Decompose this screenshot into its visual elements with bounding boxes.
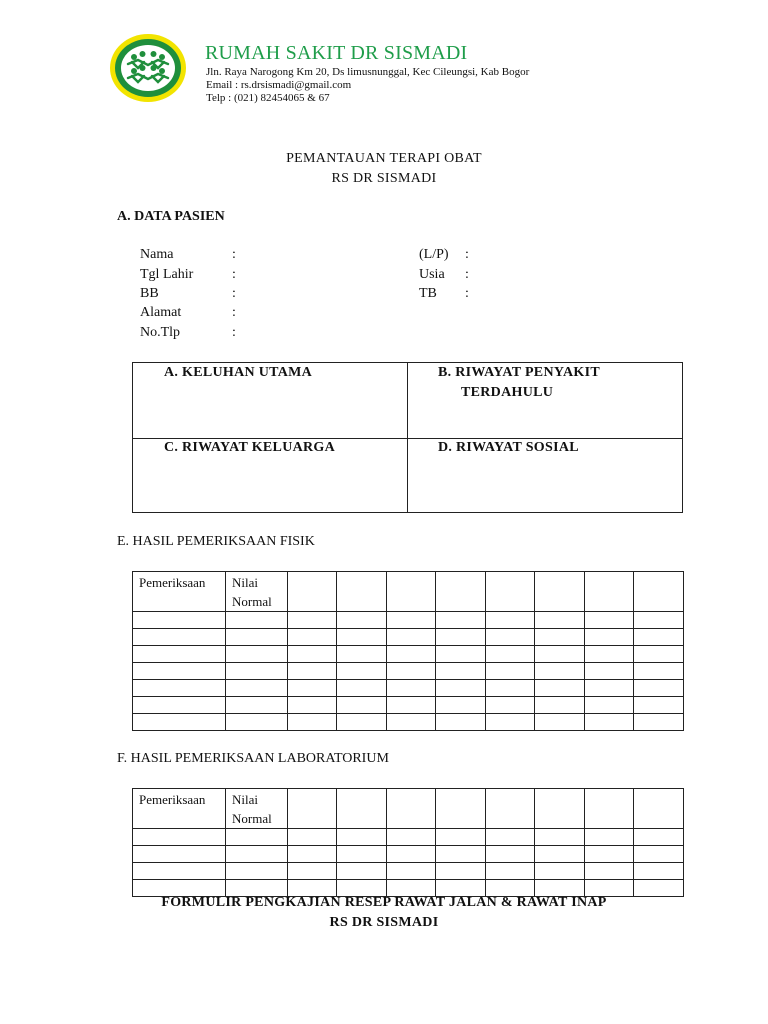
header-cell-pemeriksaan — [133, 572, 226, 612]
table-cell[interactable] — [486, 697, 535, 714]
table-row — [133, 629, 684, 646]
field-sep: : — [232, 305, 236, 320]
document-title: PEMANTAUAN TERAPI OBAT — [286, 151, 482, 166]
table-cell[interactable] — [288, 829, 337, 846]
table-cell[interactable] — [387, 680, 436, 697]
table-cell[interactable] — [337, 646, 387, 663]
table-cell[interactable] — [337, 697, 387, 714]
table-cell[interactable] — [436, 629, 486, 646]
table-cell[interactable] — [337, 846, 387, 863]
table-cell[interactable] — [133, 829, 226, 846]
table-cell[interactable] — [288, 663, 337, 680]
table-row — [133, 863, 684, 880]
table-cell[interactable] — [436, 572, 486, 612]
table-cell[interactable] — [585, 863, 634, 880]
table-cell[interactable] — [387, 612, 436, 629]
table-cell[interactable] — [486, 789, 535, 829]
lab-exam-table — [132, 788, 684, 897]
table-cell[interactable] — [585, 697, 634, 714]
table-cell[interactable] — [133, 629, 226, 646]
table-cell[interactable] — [133, 663, 226, 680]
table-cell[interactable] — [535, 846, 585, 863]
table-row — [133, 697, 684, 714]
table-cell[interactable] — [387, 572, 436, 612]
table-cell[interactable] — [133, 680, 226, 697]
field-sep: : — [232, 267, 236, 282]
table-row — [133, 829, 684, 846]
table-cell[interactable] — [436, 663, 486, 680]
table-cell[interactable] — [133, 863, 226, 880]
table-cell[interactable] — [387, 629, 436, 646]
form-title: FORMULIR PENGKAJIAN RESEP RAWAT JALAN & RAWAT INAP — [161, 895, 607, 910]
document-subtitle: RS DR SISMADI — [331, 171, 437, 186]
table-cell[interactable] — [535, 714, 585, 731]
table-cell[interactable] — [535, 612, 585, 629]
header-cell-nilai-normal — [226, 789, 288, 829]
table-cell[interactable] — [387, 646, 436, 663]
riwayat-keluarga-label: C. RIWAYAT KELUARGA — [164, 440, 336, 455]
physical-exam-table — [132, 571, 684, 731]
table-cell[interactable] — [288, 846, 337, 863]
table-cell[interactable] — [387, 880, 436, 897]
table-cell[interactable] — [486, 863, 535, 880]
table-cell[interactable] — [436, 697, 486, 714]
table-cell[interactable] — [226, 714, 288, 731]
table-cell[interactable] — [337, 612, 387, 629]
field-label-alamat: Alamat — [140, 305, 182, 320]
table-cell[interactable] — [585, 680, 634, 697]
table-cell[interactable] — [288, 629, 337, 646]
table-cell[interactable] — [634, 880, 684, 897]
field-label-tgl-lahir: Tgl Lahir — [140, 267, 194, 282]
table-cell[interactable] — [337, 663, 387, 680]
header-text: Nilai — [232, 575, 258, 590]
table-cell[interactable] — [226, 829, 288, 846]
table-cell[interactable] — [535, 646, 585, 663]
table-cell[interactable] — [486, 646, 535, 663]
table-cell[interactable] — [337, 789, 387, 829]
table-cell[interactable] — [288, 714, 337, 731]
table-cell[interactable] — [387, 663, 436, 680]
header-cell-pemeriksaan — [133, 789, 226, 829]
field-sep: : — [465, 267, 469, 282]
table-cell[interactable] — [288, 789, 337, 829]
table-cell[interactable] — [486, 846, 535, 863]
table-cell[interactable] — [585, 789, 634, 829]
table-cell[interactable] — [226, 646, 288, 663]
table-cell[interactable] — [634, 846, 684, 863]
table-cell[interactable] — [585, 663, 634, 680]
table-cell[interactable] — [535, 629, 585, 646]
table-cell[interactable] — [634, 863, 684, 880]
table-cell[interactable] — [585, 846, 634, 863]
table-cell[interactable] — [387, 789, 436, 829]
table-cell[interactable] — [436, 612, 486, 629]
table-cell[interactable] — [486, 714, 535, 731]
table-cell[interactable] — [337, 880, 387, 897]
table-cell[interactable] — [337, 829, 387, 846]
table-cell[interactable] — [337, 572, 387, 612]
table-cell[interactable] — [226, 612, 288, 629]
table-cell[interactable] — [535, 789, 585, 829]
table-cell[interactable] — [486, 663, 535, 680]
section-f-heading: F. HASIL PEMERIKSAAN LABORATORIUM — [117, 751, 389, 766]
table-cell[interactable] — [226, 846, 288, 863]
table-cell[interactable] — [585, 880, 634, 897]
table-cell[interactable] — [535, 829, 585, 846]
riwayat-penyakit-label: B. RIWAYAT PENYAKIT — [438, 365, 600, 380]
hospital-address: Jln. Raya Narogong Km 20, Ds limusnunggal, Kec Cileungsi, Kab Bogor — [206, 66, 530, 78]
form-subtitle: RS DR SISMADI — [329, 915, 439, 930]
table-cell[interactable] — [226, 629, 288, 646]
hospital-email: Email : rs.drsismadi@gmail.com — [206, 79, 352, 91]
section-e-heading: E. HASIL PEMERIKSAAN FISIK — [117, 534, 315, 549]
table-cell[interactable] — [387, 697, 436, 714]
table-cell[interactable] — [337, 629, 387, 646]
field-sep: : — [232, 286, 236, 301]
table-cell[interactable] — [436, 680, 486, 697]
table-header-row — [133, 789, 684, 829]
table-cell[interactable] — [436, 880, 486, 897]
table-cell[interactable] — [634, 612, 684, 629]
table-cell[interactable] — [226, 880, 288, 897]
field-label-bb: BB — [140, 286, 159, 301]
field-sep: : — [232, 325, 236, 340]
keluhan-utama-label: A. KELUHAN UTAMA — [164, 365, 313, 380]
field-label-nama: Nama — [140, 247, 174, 262]
table-cell[interactable] — [486, 680, 535, 697]
history-box — [132, 362, 683, 513]
table-cell[interactable] — [288, 612, 337, 629]
table-cell[interactable] — [634, 629, 684, 646]
table-cell[interactable] — [585, 629, 634, 646]
table-cell[interactable] — [288, 863, 337, 880]
section-a-heading: A. DATA PASIEN — [117, 209, 225, 224]
table-cell[interactable] — [133, 697, 226, 714]
table-cell[interactable] — [133, 612, 226, 629]
table-cell[interactable] — [535, 680, 585, 697]
table-cell[interactable] — [535, 863, 585, 880]
table-cell[interactable] — [387, 714, 436, 731]
table-cell[interactable] — [486, 612, 535, 629]
table-cell[interactable] — [133, 880, 226, 897]
table-cell[interactable] — [585, 612, 634, 629]
table-cell[interactable] — [634, 829, 684, 846]
table-cell[interactable] — [634, 697, 684, 714]
hospital-name: RUMAH SAKIT DR SISMADI — [205, 42, 468, 64]
table-cell[interactable] — [288, 572, 337, 612]
table-row — [133, 846, 684, 863]
table-row — [133, 663, 684, 680]
table-cell[interactable] — [436, 863, 486, 880]
header-cell-nilai-normal — [226, 572, 288, 612]
header-text: Normal — [232, 594, 272, 609]
table-cell[interactable] — [133, 646, 226, 663]
field-label-lp: (L/P) — [419, 247, 449, 262]
table-cell[interactable] — [634, 680, 684, 697]
table-cell[interactable] — [133, 714, 226, 731]
table-cell[interactable] — [585, 829, 634, 846]
table-cell[interactable] — [226, 697, 288, 714]
table-header-row — [133, 572, 684, 612]
field-label-tb: TB — [419, 286, 437, 301]
table-cell[interactable] — [535, 880, 585, 897]
table-cell[interactable] — [288, 680, 337, 697]
table-cell[interactable] — [535, 697, 585, 714]
table-cell[interactable] — [634, 714, 684, 731]
table-cell[interactable] — [634, 663, 684, 680]
table-cell[interactable] — [436, 789, 486, 829]
table-cell[interactable] — [585, 714, 634, 731]
table-cell[interactable] — [226, 680, 288, 697]
table-cell[interactable] — [133, 846, 226, 863]
field-sep: : — [465, 286, 469, 301]
header-text: Pemeriksaan — [139, 575, 206, 590]
table-cell[interactable] — [585, 572, 634, 612]
field-sep: : — [232, 247, 236, 262]
header-text: Nilai — [232, 792, 258, 807]
field-label-usia: Usia — [419, 267, 445, 282]
hospital-logo — [108, 32, 188, 104]
table-cell[interactable] — [288, 697, 337, 714]
field-label-no-tlp: No.Tlp — [140, 325, 181, 340]
table-cell[interactable] — [436, 829, 486, 846]
table-cell[interactable] — [337, 863, 387, 880]
field-sep: : — [465, 247, 469, 262]
table-row — [133, 646, 684, 663]
table-cell[interactable] — [387, 863, 436, 880]
hospital-phone: Telp : (021) 82454065 & 67 — [206, 92, 330, 104]
table-cell[interactable] — [436, 646, 486, 663]
table-row — [133, 680, 684, 697]
table-cell[interactable] — [535, 663, 585, 680]
table-cell[interactable] — [387, 829, 436, 846]
table-row — [133, 714, 684, 731]
table-cell[interactable] — [486, 572, 535, 612]
header-text: Pemeriksaan — [139, 792, 206, 807]
table-cell[interactable] — [486, 829, 535, 846]
table-cell[interactable] — [535, 572, 585, 612]
table-cell[interactable] — [486, 880, 535, 897]
table-cell[interactable] — [634, 789, 684, 829]
table-cell[interactable] — [387, 846, 436, 863]
table-cell[interactable] — [337, 714, 387, 731]
table-cell[interactable] — [337, 680, 387, 697]
table-cell[interactable] — [634, 646, 684, 663]
table-cell[interactable] — [634, 572, 684, 612]
riwayat-penyakit-label-cont: TERDAHULU — [461, 385, 554, 400]
table-cell[interactable] — [436, 714, 486, 731]
table-cell[interactable] — [226, 863, 288, 880]
table-row — [133, 880, 684, 897]
table-row — [133, 612, 684, 629]
table-cell[interactable] — [585, 646, 634, 663]
header-text: Normal — [232, 811, 272, 826]
table-cell[interactable] — [288, 880, 337, 897]
table-cell[interactable] — [486, 629, 535, 646]
table-cell[interactable] — [226, 663, 288, 680]
table-cell[interactable] — [288, 646, 337, 663]
riwayat-sosial-label: D. RIWAYAT SOSIAL — [438, 440, 579, 455]
table-cell[interactable] — [436, 846, 486, 863]
